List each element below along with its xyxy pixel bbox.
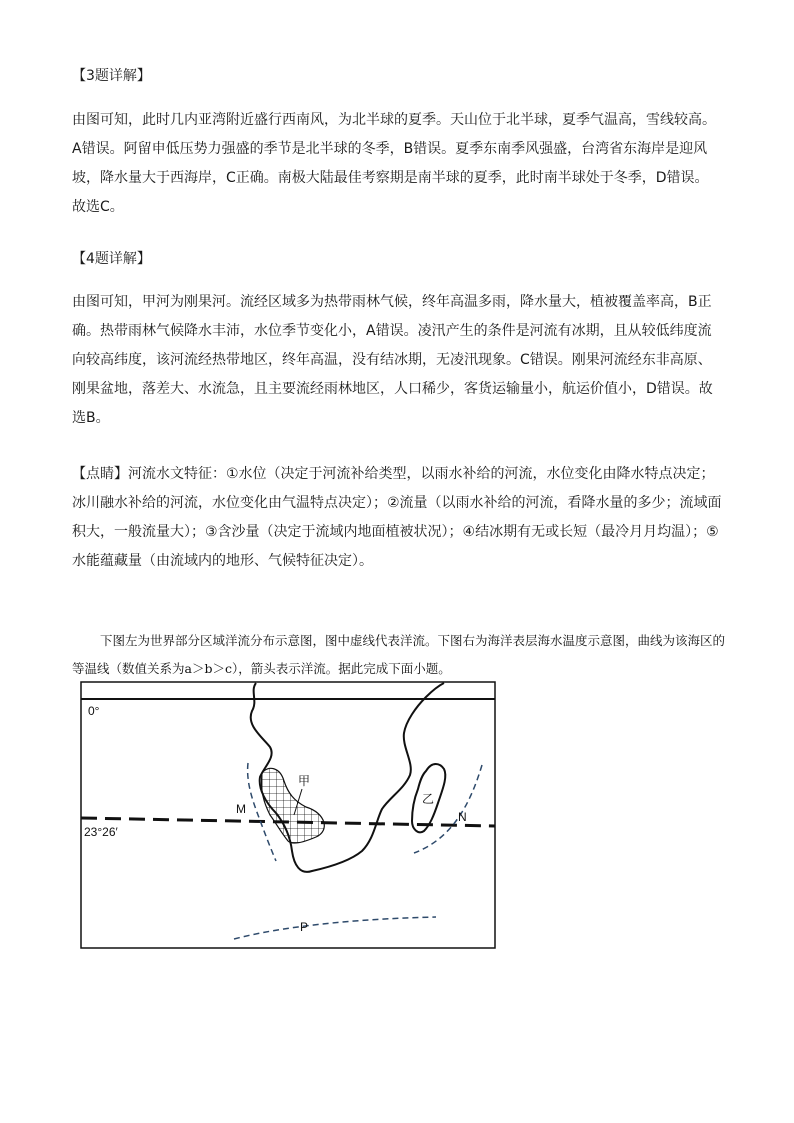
label-tropic: 23°26′ [84, 825, 118, 839]
question-intro: 下图左为世界部分区域洋流分布示意图，图中虚线代表洋流。下图右为海洋表层海水温度示意图，曲线为该海区的等温线（数值关系为a＞b＞c），箭头表示洋流。据此完成下面小题。 [72, 633, 726, 676]
current-p [234, 917, 436, 939]
label-n: N [458, 810, 467, 824]
ocean-current-map [80, 681, 498, 951]
current-n [414, 765, 482, 853]
q3-explanation: 由图可知，此时几内亚湾附近盛行西南风，为北半球的夏季。天山位于北半球，夏季气温高，雪线较高。A错误。阿留申低压势力强盛的季节是北半球的冬季，B错误。夏季东南季风强盛，台湾省东海岸是迎风坡，降水量大于西海岸，C正确。南极大陆最佳考察期是南半球的夏季，此时南半球处于冬季，D错误。故选C。 [72, 112, 716, 215]
label-equator: 0° [88, 704, 100, 718]
label-m: M [236, 802, 246, 816]
label-p: P [300, 920, 309, 934]
tip-paragraph: 【点睛】河流水文特征：①水位（决定于河流补给类型，以雨水补给的河流，水位变化由降水特点决定；冰川融水补给的河流，水位变化由气温特点决定）；②流量（以雨水补给的河流，看降水量的多少；流域面积大，一般流量大）；③含沙量（决定于流域内地面植被状况）；④结冰期有无或长短（最冷月月均温）；⑤水能蕴藏量（由流域内的地形、气候特征决定）。 [72, 466, 722, 569]
q4-heading: 【4题详解】 [72, 251, 151, 267]
map-svg [80, 681, 498, 951]
q3-heading: 【3题详解】 [72, 68, 151, 84]
label-jia: 甲 [298, 774, 311, 788]
label-yi: 乙 [422, 792, 435, 806]
q4-explanation: 由图可知，甲河为刚果河。流经区域多为热带雨林气候，终年高温多雨，降水量大，植被覆盖率高，B正确。热带雨林气候降水丰沛，水位季节变化小，A错误。凌汛产生的条件是河流有冰期，且从较低纬度流向较高纬度，该河流经热带地区，终年高温，没有结冰期，无凌汛现象。C错误。刚果河流经东非高原、刚果盆地，落差大、水流急，且主要流经雨林地区，人口稀少，客货运输量小，航运价值小，D错误。故选B。 [72, 294, 713, 426]
hatched-region [261, 768, 324, 843]
